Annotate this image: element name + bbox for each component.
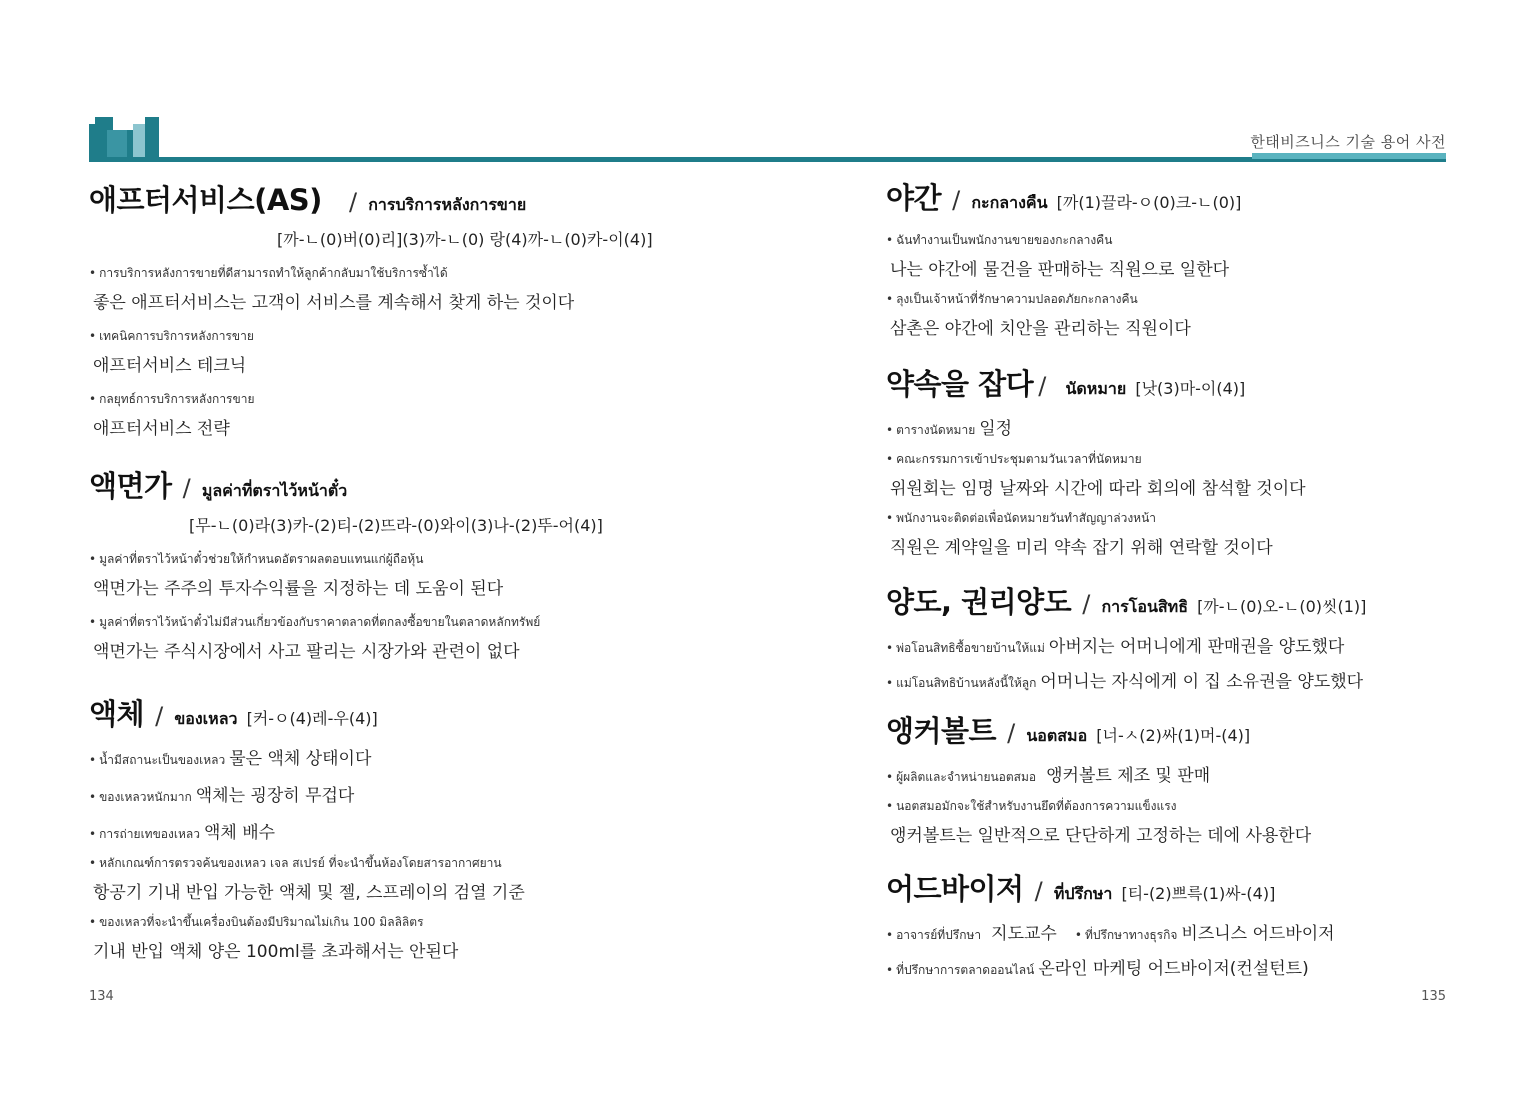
- inline-example: • แม่โอนสิทธิบ้านหลังนี้ให้ลูก 어머니는 자식에게 이 집 소유권을 양도했다: [886, 672, 1364, 692]
- entry-thai: นัดหมาย: [1065, 379, 1127, 398]
- example: • มูลค่าที่ตราไว้หน้าตั๋วไม่มีส่วนเกี่ยวข้องกับราคาตลาดที่ตกลงซื้อขายในตลาดหลักทรัพย์ 액면가는 주식시장에서 사고 팔리는 시장가와 관련이 없다: [89, 615, 541, 662]
- entry-term: 어드바이저: [886, 872, 1024, 906]
- entry-pronunciation: [까-ㄴ(0)버(0)리](3)까-ㄴ(0) 랑(4)까-ㄴ(0)카-이(4)]: [277, 230, 653, 249]
- entry-term: 양도, 권리양도: [886, 585, 1072, 619]
- entry-thai: มูลค่าที่ตราไว้หน้าตั๋ว: [201, 481, 348, 500]
- entry-pronunciation: [까-ㄴ(0)오-ㄴ(0)씻(1)]: [1197, 597, 1367, 616]
- example: • เทคนิคการบริการหลังการขาย 애프터서비스 테크닉: [89, 329, 254, 376]
- entry-thai: การบริการหลังการขาย: [368, 195, 527, 214]
- inline-example-pair: • อาจารย์ที่ปรึกษา 지도교수 • ที่ปรึกษาทางธุรกิจ 비즈니스 어드바이저: [886, 924, 1335, 944]
- entry-after-service: 애프터서비스(AS) / การบริการหลังการขาย [까-ㄴ(0)버(0)리](3)까-ㄴ(0) 랑(4)까-ㄴ(0)카-이(4)] • การบริการหลังการขายที่ดีสามารถทำให้ลูกค้ากลับมาใช้บริการซ้ำได้ 좋은 애프터서비스는 고객이 서비스를 계속해서 찾게 하는 것이다 • เทคนิคการบริการหลังการขาย 애프터서비스 테크닉 • กลยุทธ์การบริการหลังการขาย 애프터서비스 전략: [89, 178, 749, 439]
- page-number-right: 135: [1421, 989, 1446, 1004]
- example: • พนักงานจะติดต่อเพื่อนัดหมายวันทำสัญญาล่วงหน้า 직원은 계약일을 미리 약속 잡기 위해 연락할 것이다: [886, 511, 1273, 558]
- entry-thai: นอตสมอ: [1026, 726, 1088, 745]
- example: • กลยุทธ์การบริการหลังการขาย 애프터서비스 전략: [89, 392, 255, 439]
- example: • หลักเกณฑ์การตรวจค้นของเหลว เจล สเปรย์ ที่จะนำขึ้นห้องโดยสารอากาศยาน 항공기 기내 반입 가능한 액체 및 젤, 스프레이의 검열 기준: [89, 856, 525, 903]
- example: • นอตสมอมักจะใช้สำหรับงานยึดที่ต้องการความแข็งแรง 앵커볼트는 일반적으로 단단하게 고정하는 데에 사용한다: [886, 799, 1312, 846]
- inline-example: • น้ำมีสถานะเป็นของเหลว 물은 액체 상태이다: [89, 749, 372, 769]
- example: • ของเหลวที่จะนำขึ้นเครื่องบินต้องมีปริมาณไม่เกิน 100 มิลลิลิตร 기내 반입 액체 양은 100ml를 초과해서는 안된다: [89, 915, 459, 962]
- inline-example: • ที่ปรึกษาการตลาดออนไลน์ 온라인 마케팅 어드바이저(컨설턴트): [886, 959, 1309, 979]
- entry-transfer: 양도, 권리양도 / การโอนสิทธิ [까-ㄴ(0)오-ㄴ(0)씻(1)] • พ่อโอนสิทธิซื้อขายบ้านให้แม่ 아버지는 어머니에게 판매권을 양도했다 • แม่โอนสิทธิบ้านหลังนี้ให้ลูก 어머니는 자식에게 이 집 소유권을 양도했다: [886, 580, 1486, 693]
- page-number-left: 134: [89, 989, 114, 1004]
- inline-example: • พ่อโอนสิทธิซื้อขายบ้านให้แม่ 아버지는 어머니에게 판매권을 양도했다: [886, 637, 1345, 657]
- entry-appointment: 약속을 잡다 / นัดหมาย [낫(3)마-이(4)] • ตารางนัดหมาย 일정 • คณะกรรมการเข้าประชุมตามวันเวลาที่นัดหมาย 위원회는 임명 날짜와 시간에 따라 회의에 참석할 것이다 • พนักงานจะติดต่อเพื่อนัดหมายวันทำสัญญาล่วงหน้า 직원은 계약일을 미리 약속 잡기 위해 연락할 것이다: [886, 362, 1486, 558]
- inline-example: • ตารางนัดหมาย 일정: [886, 419, 1013, 439]
- example: • ฉันทำงานเป็นพนักงานขายของกะกลางคืน 나는 야간에 물건을 판매하는 직원으로 일한다: [886, 233, 1230, 280]
- entry-pronunciation: [커-ㅇ(4)레-우(4)]: [246, 709, 378, 728]
- entry-pronunciation: [까(1)끌라-ㅇ(0)크-ㄴ(0)]: [1056, 193, 1242, 212]
- example: • ลุงเป็นเจ้าหน้าที่รักษาความปลอดภัยกะกลางคืน 삼촌은 야간에 치안을 관리하는 직원이다: [886, 292, 1191, 339]
- example: • มูลค่าที่ตราไว้หน้าตั๋วช่วยให้กำหนดอัตราผลตอบแทนแก่ผู้ถือหุ้น 액면가는 주주의 투자수익률을 지정하는 데 도움이 된다: [89, 552, 504, 599]
- example: • คณะกรรมการเข้าประชุมตามวันเวลาที่นัดหมาย 위원회는 임명 날짜와 시간에 따라 회의에 참석할 것이다: [886, 452, 1306, 499]
- entry-thai: ของเหลว: [174, 709, 238, 728]
- inline-example: • ของเหลวหนักมาก 액체는 굉장히 무겁다: [89, 786, 355, 806]
- entry-thai: การโอนสิทธิ: [1101, 597, 1188, 616]
- entry-face-value: 액면가 / มูลค่าที่ตราไว้หน้าตั๋ว [무-ㄴ(0)라(3)카-(2)티-(2)뜨라-(0)와이(3)나-(2)뚜-어(4)] • มูลค่าที่ตราไว้หน้าตั๋วช่วยให้กำหนดอัตราผลตอบแทนแก่ผู้ถือหุ้น 액면가는 주주의 투자수익률을 지정하는 데 도움이 된다 • มูลค่าที่ตราไว้หน้าตั๋วไม่มีส่วนเกี่ยวข้องกับราคาตลาดที่ตกลงซื้อขายในตลาดหลักทรัพย์ 액면가는 주식시장에서 사고 팔리는 시장가와 관련이 없다: [89, 464, 749, 662]
- entry-term: 애프터서비스(AS): [89, 183, 322, 217]
- entry-pronunciation: [무-ㄴ(0)라(3)카-(2)티-(2)뜨라-(0)와이(3)나-(2)뚜-어(4)]: [189, 516, 603, 535]
- entry-thai: กะกลางคืน: [971, 193, 1048, 212]
- inline-example: • การถ่ายเทของเหลว 액체 배수: [89, 823, 276, 843]
- entry-advisor: 어드바이저 / ที่ปรึกษา [티-(2)쁘륵(1)싸-(4)] • อาจารย์ที่ปรึกษา 지도교수 • ที่ปรึกษาทางธุรกิจ 비즈니스 어드바이저 • ที่ปรึกษาการตลาดออนไลน์ 온라인 마케팅 어드바이저(컨설턴트): [886, 867, 1486, 980]
- entry-pronunciation: [낫(3)마-이(4)]: [1135, 379, 1246, 398]
- entry-thai: ที่ปรึกษา: [1053, 884, 1113, 903]
- entry-pronunciation: [너-ㅅ(2)싸(1)머-(4)]: [1096, 726, 1251, 745]
- header-rule: [89, 157, 1446, 162]
- entry-liquid: 액체 / ของเหลว [커-ㅇ(4)레-우(4)] • น้ำมีสถานะเป็นของเหลว 물은 액체 상태이다 • ของเหลวหนักมาก 액체는 굉장히 무겁다 • การถ่ายเทของเหลว 액체 배수 • หลักเกณฑ์การตรวจค้นของเหลว เจล สเปรย์ ที่จะนำขึ้นห้องโดยสารอากาศยาน 항공기 기내 반입 가능한 액체 및 젤, 스프레이의 검열 기준 • ของเหลวที่จะนำขึ้นเครื่องบินต้องมีปริมาณไม่เกิน 100 มิลลิลิตร 기내 반입 액체 양은 100ml를 초과해서는 안된다: [89, 692, 749, 962]
- entry-pronunciation: [티-(2)쁘륵(1)싸-(4)]: [1121, 884, 1276, 903]
- header-title-bar: [1252, 153, 1446, 159]
- header-logo: [89, 117, 159, 162]
- entry-term: 약속을 잡다: [886, 367, 1034, 401]
- entry-term: 액면가: [89, 469, 172, 503]
- entry-anchor-bolt: 앵커볼트 / นอตสมอ [너-ㅅ(2)싸(1)머-(4)] • ผู้ผลิตและจำหน่ายนอตสมอ 앵커볼트 제조 및 판매 • นอตสมอมักจะใช้สำหรับงานยึดที่ต้องการความแข็งแรง 앵커볼트는 일반적으로 단단하게 고정하는 데에 사용한다: [886, 709, 1486, 846]
- book-title: 한태비즈니스 기술 용어 사전: [1250, 133, 1446, 151]
- entry-night-shift: 야간 / กะกลางคืน [까(1)끌라-ㅇ(0)크-ㄴ(0)] • ฉันทำงานเป็นพนักงานขายของกะกลางคืน 나는 야간에 물건을 판매하는 직원으로 일한다 • ลุงเป็นเจ้าหน้าที่รักษาความปลอดภัยกะกลางคืน 삼촌은 야간에 치안을 관리하는 직원이다: [886, 176, 1486, 339]
- inline-example: • ผู้ผลิตและจำหน่ายนอตสมอ 앵커볼트 제조 및 판매: [886, 766, 1211, 786]
- entry-term: 액체: [89, 697, 145, 731]
- entry-term: 앵커볼트: [886, 714, 997, 748]
- example: • การบริการหลังการขายที่ดีสามารถทำให้ลูกค้ากลับมาใช้บริการซ้ำได้ 좋은 애프터서비스는 고객이 서비스를 계속해서 찾게 하는 것이다: [89, 266, 575, 313]
- entry-term: 야간: [886, 181, 942, 215]
